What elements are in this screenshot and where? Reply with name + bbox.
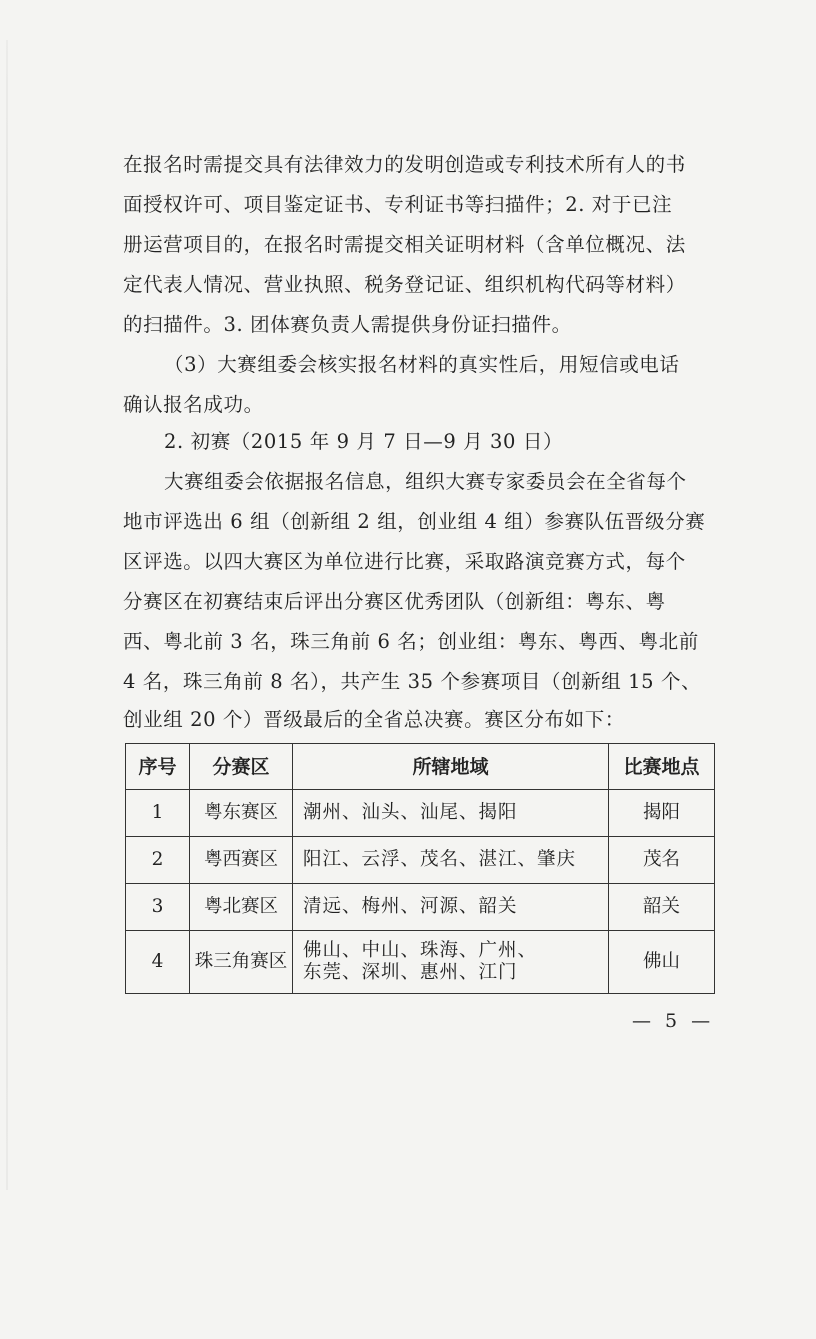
paragraph-line: 大赛组委会依据报名信息，组织大赛专家委员会在全省每个 xyxy=(164,470,687,493)
cell-region xyxy=(293,931,609,994)
paragraph-line: 面授权许可、项目鉴定证书、专利证书等扫描件；2. 对于已注 xyxy=(123,193,673,216)
paragraph-line: 创业组 20 个）晋级最后的全省总决赛。赛区分布如下： xyxy=(123,708,625,731)
cell-zone: 粤东赛区 xyxy=(190,790,293,837)
header-venue: 比赛地点 xyxy=(609,744,715,790)
paragraph-line: 4 名，珠三角前 8 名），共产生 35 个参赛项目（创新组 15 个、 xyxy=(123,670,702,693)
paragraph-line: （3）大赛组委会核实报名材料的真实性后，用短信或电话 xyxy=(164,353,680,376)
page-number: — 5 — xyxy=(632,1010,715,1032)
cell-venue: 揭阳 xyxy=(609,790,715,837)
paragraph-line: 在报名时需提交具有法律效力的发明创造或专利技术所有人的书 xyxy=(123,153,686,176)
cell-region: 清远、梅州、河源、韶关 xyxy=(293,884,609,931)
table-row xyxy=(126,790,715,837)
cell-no: 4 xyxy=(126,931,190,994)
paragraph-line: 区评选。以四大赛区为单位进行比赛，采取路演竞赛方式，每个 xyxy=(123,550,686,573)
cell-venue: 佛山 xyxy=(609,931,715,994)
cell-no: 2 xyxy=(126,837,190,884)
competition-zone-table xyxy=(125,743,715,994)
cell-region: 潮州、汕头、汕尾、揭阳 xyxy=(293,790,609,837)
scan-edge xyxy=(6,40,8,1190)
paragraph-line: 分赛区在初赛结束后评出分赛区优秀团队（创新组：粤东、粤 xyxy=(123,590,666,613)
cell-zone: 粤北赛区 xyxy=(190,884,293,931)
cell-venue: 韶关 xyxy=(609,884,715,931)
cell-region-line: 佛山、中山、珠海、广州、 xyxy=(303,940,538,961)
paragraph-line: 定代表人情况、营业执照、税务登记证、组织机构代码等材料） xyxy=(123,273,686,296)
table-row xyxy=(126,884,715,931)
header-zone: 分赛区 xyxy=(190,744,293,790)
cell-zone: 珠三角赛区 xyxy=(190,931,293,994)
header-region: 所辖地域 xyxy=(293,744,609,790)
cell-no: 3 xyxy=(126,884,190,931)
paragraph-line: 册运营项目的，在报名时需提交相关证明材料（含单位概况、法 xyxy=(123,233,686,256)
header-no: 序号 xyxy=(126,744,190,790)
section-heading: 2. 初赛（2015 年 9 月 7 日—9 月 30 日） xyxy=(164,430,564,453)
cell-zone: 粤西赛区 xyxy=(190,837,293,884)
table-row xyxy=(126,931,715,994)
table-row xyxy=(126,837,715,884)
paragraph-line: 西、粤北前 3 名，珠三角前 6 名；创业组：粤东、粤西、粤北前 xyxy=(123,630,699,653)
table-header-row xyxy=(126,744,715,790)
cell-region: 阳江、云浮、茂名、湛江、肇庆 xyxy=(293,837,609,884)
paragraph-line: 地市评选出 6 组（创新组 2 组，创业组 4 组）参赛队伍晋级分赛 xyxy=(123,510,706,533)
cell-region-line: 东莞、深圳、惠州、江门 xyxy=(303,962,518,983)
paragraph-line: 的扫描件。3. 团体赛负责人需提供身份证扫描件。 xyxy=(123,313,572,336)
paragraph-line: 确认报名成功。 xyxy=(123,393,264,416)
cell-no: 1 xyxy=(126,790,190,837)
cell-venue: 茂名 xyxy=(609,837,715,884)
